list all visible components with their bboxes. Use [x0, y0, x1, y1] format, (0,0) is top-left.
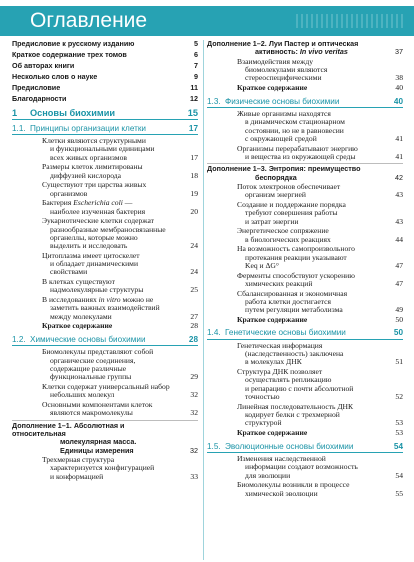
entry-line: Эукариотические клетки содержат: [42, 216, 155, 226]
entry-line: небольших молекул: [50, 390, 115, 400]
entry-line: структурой: [245, 418, 282, 428]
section-title: Физические основы биохимии: [225, 96, 340, 106]
chapter-heading[interactable]: [12, 107, 198, 120]
toc-entry[interactable]: [12, 137, 198, 162]
entry-line: Клетки являются структурными: [42, 136, 146, 146]
entry-line: точностью: [245, 392, 280, 402]
entry-line: В клетках существуют: [42, 277, 115, 287]
entry-line: заметить важных взаимодействий: [50, 303, 160, 313]
toc-entry[interactable]: [207, 368, 403, 401]
page-number: 44: [395, 234, 403, 244]
section-heading[interactable]: [207, 97, 403, 109]
page-number: 41: [395, 151, 403, 161]
toc-front-label: Благодарности: [12, 93, 67, 103]
column-divider: [203, 40, 204, 560]
entry-italic: in vitro: [98, 295, 121, 305]
page-number: 50: [395, 314, 403, 324]
page-number: 32: [190, 445, 198, 455]
toc-entry[interactable]: [207, 455, 403, 480]
section-summary[interactable]: [207, 84, 403, 93]
page-number: 41: [395, 133, 403, 143]
entry-line: органические соединения,: [50, 355, 136, 365]
entry-line: Keq и ΔG°: [245, 260, 279, 270]
entry-line: Ферменты способствуют ускорению: [237, 270, 355, 280]
entry-line: работа клетки достигается: [245, 296, 331, 306]
entry-line: наиболее изученная бактерия: [50, 206, 146, 216]
page-number: 47: [395, 260, 403, 270]
entry-line: осуществлять репликацию: [245, 375, 332, 385]
entry-line: и обладает динамическими: [50, 259, 139, 269]
entry-line: биомолекулами являются: [245, 65, 328, 75]
entry-line: Существуют три царства живых: [42, 180, 147, 190]
toc-front-item[interactable]: [12, 40, 198, 49]
entry-line: в динамическом стационарном: [245, 117, 345, 127]
section-heading[interactable]: [207, 442, 403, 454]
page-number: 51: [395, 357, 403, 367]
entry-italic: Escherichia coli: [73, 198, 123, 208]
toc-entry[interactable]: [12, 456, 198, 481]
entry-line: Единицы измерения: [60, 445, 134, 455]
entry-line: свойствами: [50, 267, 88, 277]
page-number: 17: [188, 123, 198, 133]
entry-line: Создание и поддержание порядка: [237, 200, 346, 210]
page-number: 11: [190, 82, 198, 92]
chapter-number: 1: [12, 107, 18, 118]
toc-front-label: Несколько слов о науке: [12, 71, 98, 81]
supplement-heading[interactable]: [207, 163, 403, 182]
toc-front-label: Краткое содержание трех томов: [12, 49, 127, 59]
entry-line: активность:: [255, 47, 300, 57]
toc-entry[interactable]: [207, 245, 403, 270]
entry-line: в молекулах ДНК: [245, 357, 302, 367]
page-number: 29: [190, 372, 198, 382]
entry-line: Сбалансированная и экономичная: [237, 288, 348, 298]
entry-line: в биологических реакциях: [245, 234, 331, 244]
toc-entry[interactable]: [12, 296, 198, 321]
page-number: 43: [395, 216, 403, 226]
page-number: 52: [395, 392, 403, 402]
entry-line: можно не: [120, 295, 154, 305]
toc-entry[interactable]: [12, 181, 198, 198]
header-decoration: [296, 14, 406, 28]
page-number: 19: [190, 188, 198, 198]
entry-line: являются макромолекулы: [50, 408, 133, 418]
summary-label: Краткое содержание: [237, 428, 308, 438]
toc-entry[interactable]: [12, 217, 198, 250]
supplement-heading[interactable]: [207, 40, 403, 57]
entry-line: и конформацией: [50, 471, 104, 481]
entry-line: Биомолекулы представляют собой: [42, 347, 154, 357]
section-heading[interactable]: [12, 335, 198, 347]
page-number: 55: [395, 488, 403, 498]
toc-entry[interactable]: [207, 403, 403, 428]
supplement-label: Дополнение 1–2.: [207, 39, 267, 48]
page-number: 12: [190, 93, 198, 103]
entry-line: Клетки содержат универсальный набор: [42, 381, 170, 391]
entry-line: и репарацию с почти абсолютной: [245, 383, 354, 393]
entry-line: беспорядка: [255, 172, 297, 182]
toc-right-column: [207, 40, 403, 499]
entry-line: протекания реакции указывают: [245, 252, 347, 262]
toc-entry[interactable]: [12, 383, 198, 400]
page-number: 33: [190, 471, 198, 481]
summary-label: Краткое содержание: [237, 314, 308, 324]
entry-line: путем регуляции метаболизма: [245, 305, 343, 315]
page-number: 42: [395, 172, 403, 182]
toc-entry[interactable]: [12, 199, 198, 216]
chapter-title: Основы биохимии: [30, 107, 116, 118]
entry-line: Энергетическое сопряжение: [237, 226, 329, 236]
page-number: 5: [194, 39, 198, 48]
toc-entry[interactable]: [207, 145, 403, 162]
entry-line: разнообразные мембраносвязанные: [50, 224, 166, 234]
page-number: 18: [190, 170, 198, 180]
entry-line: Организмы перерабатывают энергию: [237, 143, 358, 153]
page-number: 53: [395, 428, 403, 438]
entry-line: с окружающей средой: [245, 133, 317, 143]
section-summary[interactable]: [207, 316, 403, 325]
entry-line: характеризуется конфигурацией: [50, 463, 155, 473]
entry-line: (наследственность) заключена: [245, 349, 344, 359]
entry-line: —: [122, 198, 133, 208]
page-number: 7: [194, 60, 198, 70]
supplement-heading[interactable]: [12, 420, 198, 456]
page-number: 32: [190, 390, 198, 400]
entry-line: Структура ДНК позволяет: [237, 367, 323, 377]
entry-line: Живые организмы находятся: [237, 109, 331, 119]
page-number: 49: [395, 305, 403, 315]
entry-line: и функциональными единицами: [50, 144, 155, 154]
entry-line: химических реакций: [245, 278, 313, 288]
page-number: 24: [190, 241, 198, 251]
entry-line: Цитоплазма имеет цитоскелет: [42, 250, 140, 260]
page-number: 9: [194, 71, 198, 81]
toc-entry[interactable]: [12, 252, 198, 277]
page-number: 54: [395, 470, 403, 480]
entry-line: всех живых организмов: [50, 152, 127, 162]
toc-entry[interactable]: [12, 163, 198, 180]
entry-line: На возможность самопроизвольного: [237, 244, 355, 254]
section-summary[interactable]: [207, 429, 403, 438]
entry-line: кодирует белки с трехмерной: [245, 410, 340, 420]
entry-line: В исследованиях: [42, 295, 99, 305]
supplement-label: Дополнение 1–1.: [12, 420, 72, 430]
page-number: 20: [190, 206, 198, 216]
toc-front-item[interactable]: [12, 95, 198, 104]
page-number: 47: [395, 278, 403, 288]
page-title: Оглавление: [30, 9, 148, 32]
page-number: 43: [395, 190, 403, 200]
toc-entry[interactable]: [207, 183, 403, 200]
summary-label: Краткое содержание: [42, 321, 113, 331]
section-title: Принципы организации клетки: [30, 123, 147, 133]
page-number: 53: [395, 418, 403, 428]
toc-front-item[interactable]: [12, 84, 198, 93]
section-title: Эволюционные основы биохимии: [225, 441, 354, 451]
page-number: 17: [190, 152, 198, 162]
entry-line: Энтропия: преимущество: [268, 164, 361, 174]
entry-line: Размеры клеток лимитированы: [42, 162, 143, 172]
toc-front-item[interactable]: [12, 73, 198, 82]
entry-line: состоянии, но не в равновесии: [245, 125, 344, 135]
supplement-label: Дополнение 1–3.: [207, 164, 267, 174]
entry-line: органеллы, которые можно: [50, 232, 138, 242]
page-number: 28: [188, 334, 198, 344]
entry-line: стереоспецифическими: [245, 73, 322, 83]
summary-label: Краткое содержание: [237, 83, 308, 93]
entry-line: и вещества из окружающей среды: [245, 151, 356, 161]
entry-line: и затрат энергии: [245, 216, 299, 226]
page-number: 15: [187, 107, 198, 118]
entry-line: Бактерия: [42, 198, 74, 208]
toc-front-label: Об авторах книги: [12, 60, 75, 70]
entry-line: информации создают возможность: [245, 462, 358, 472]
entry-line: требуют совершения работы: [245, 208, 338, 218]
entry-line: Поток электронов обеспечивает: [237, 182, 341, 192]
toc-left-column: [12, 40, 198, 482]
section-summary[interactable]: [12, 322, 198, 331]
entry-line: Изменения наследственной: [237, 454, 326, 464]
page-number: 54: [393, 441, 403, 451]
page-number: 32: [190, 408, 198, 418]
entry-line: Трехмерная структура: [42, 455, 115, 465]
section-number: 1.5.: [207, 441, 221, 451]
toc-entry[interactable]: [207, 272, 403, 289]
toc-entry[interactable]: [12, 401, 198, 418]
entry-line: Основными компонентами клеток: [42, 399, 153, 409]
page-number: 37: [395, 47, 403, 57]
entry-line: организм энергией: [245, 190, 306, 200]
page-number: 25: [190, 285, 198, 295]
entry-line: выделить и исследовать: [50, 241, 128, 251]
section-number: 1.4.: [207, 328, 221, 338]
entry-line: функциональные группы: [50, 372, 132, 382]
entry-line: Абсолютная и относительная: [12, 420, 125, 438]
section-heading[interactable]: [12, 124, 198, 136]
entry-line: диффузией кислорода: [50, 170, 122, 180]
section-title: Химические основы биохимии: [30, 334, 146, 344]
page-number: 6: [194, 49, 198, 59]
entry-line: молекулярная масса.: [60, 437, 137, 447]
toc-front-item[interactable]: [12, 62, 198, 71]
entry-line: организмов: [50, 188, 88, 198]
toc-front-label: Предисловие к русскому изданию: [12, 39, 135, 48]
entry-line: Генетическая информация: [237, 340, 323, 350]
toc-entry[interactable]: [207, 201, 403, 226]
toc-entry[interactable]: [207, 290, 403, 315]
toc-entry[interactable]: [207, 481, 403, 498]
entry-line: химической эволюции: [245, 488, 318, 498]
entry-line: Биомолекулы возникли в процессе: [237, 480, 350, 490]
entry-line: между молекулами: [50, 311, 112, 321]
entry-line: Взаимодействия между: [237, 56, 313, 66]
page-number: 27: [190, 311, 198, 321]
entry-line: Линейная последовательность ДНК: [237, 401, 354, 411]
toc-entry[interactable]: [207, 342, 403, 367]
page-number: 50: [393, 328, 403, 338]
page-number: 24: [190, 267, 198, 277]
page-number: 40: [395, 83, 403, 93]
section-number: 1.3.: [207, 96, 221, 106]
toc-entry[interactable]: [12, 278, 198, 295]
toc-entry[interactable]: [207, 227, 403, 244]
page-number: 40: [393, 96, 403, 106]
page-number: 38: [395, 73, 403, 83]
entry-line: надмолекулярные структуры: [50, 285, 144, 295]
toc-header-bar: [0, 6, 414, 36]
page-number: 28: [190, 321, 198, 331]
section-number: 1.2.: [12, 334, 26, 344]
toc-entry[interactable]: [207, 110, 403, 143]
entry-line: для эволюции: [245, 470, 291, 480]
entry-line: содержащие различные: [50, 363, 127, 373]
toc-entry[interactable]: [12, 348, 198, 381]
section-heading[interactable]: [207, 328, 403, 340]
entry-line: Луи Пастер и оптическая: [268, 39, 359, 48]
toc-front-label: Предисловие: [12, 82, 61, 92]
entry-italic: In vivo veritas: [299, 47, 348, 57]
toc-entry[interactable]: [207, 58, 403, 83]
section-number: 1.1.: [12, 123, 26, 133]
section-title: Генетические основы биохимии: [225, 328, 346, 338]
toc-front-item[interactable]: [12, 51, 198, 60]
